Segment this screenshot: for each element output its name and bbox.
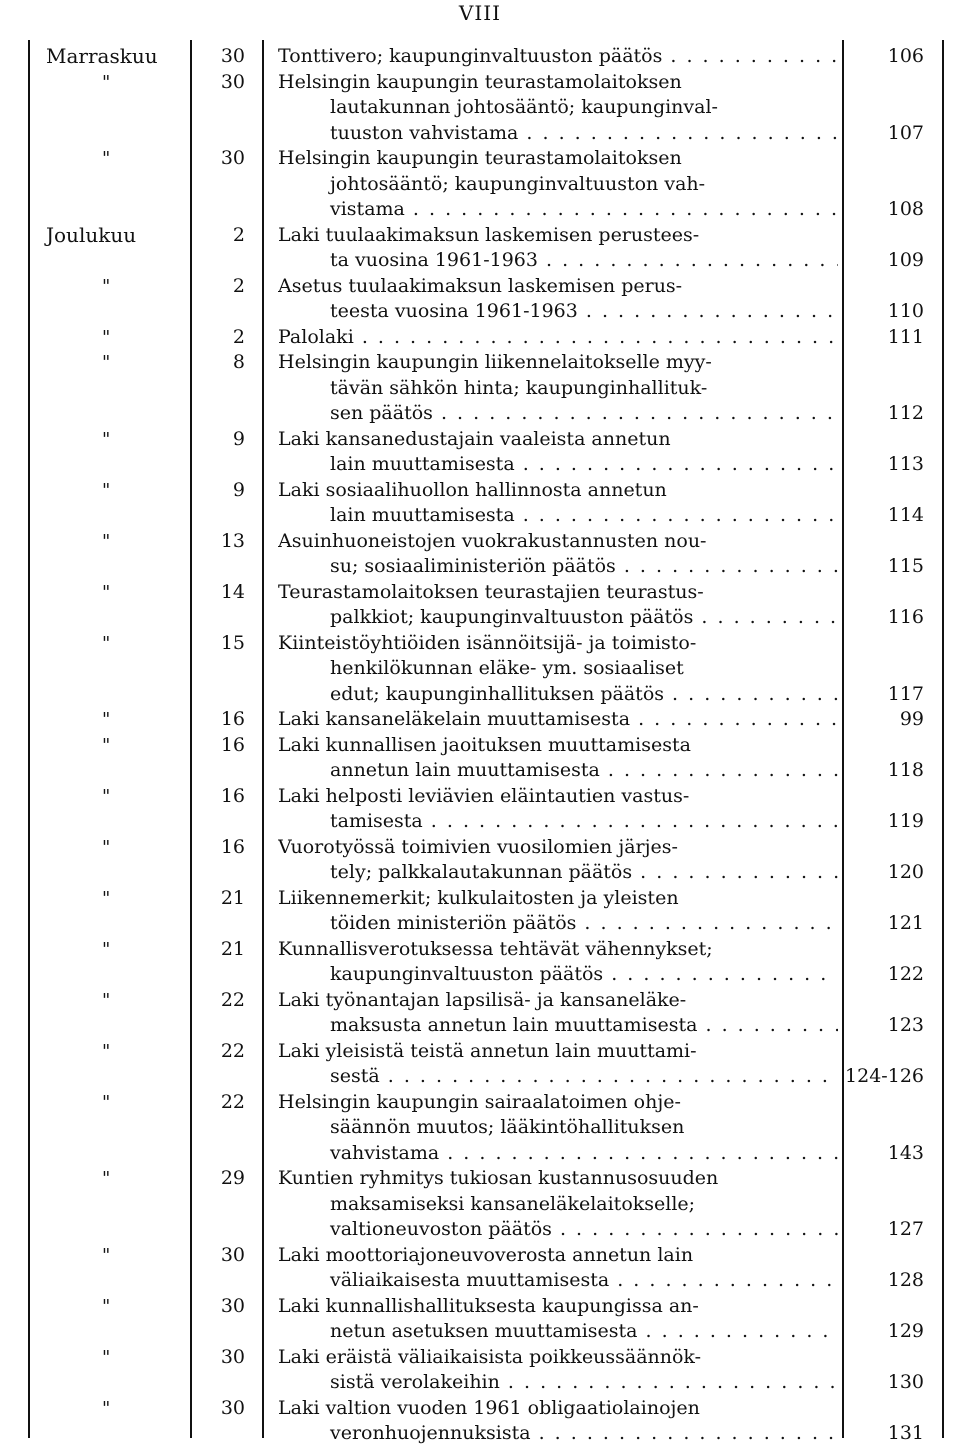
entry-title-line: Tonttivero; kaupunginvaltuuston päätös . . . — [278, 44, 838, 70]
entry-month: " — [102, 71, 111, 93]
entry-title-line: lain muuttamisesta . . . — [278, 452, 838, 478]
entry-title — [278, 70, 838, 147]
entry-title-line: Laki helposti leviävien eläintautien vastus- — [278, 784, 690, 807]
entry-title-line: veronhuojennuksista . . . — [278, 1421, 838, 1447]
entry-title-line: netun asetuksen muuttamisesta . . . — [278, 1319, 838, 1345]
entry-title-line: Laki tuulaakimaksun laskemisen perustees- — [278, 223, 700, 246]
entry-title-line: lain muuttamisesta . . . — [278, 503, 838, 529]
entry-day: 15 — [220, 631, 245, 654]
page-header: VIII — [458, 1, 502, 25]
entry-title-line: Laki kunnallishallituksesta kaupungissa an- — [278, 1294, 699, 1317]
entry-month: " — [102, 1244, 111, 1266]
entry-title — [278, 223, 838, 274]
entry-page-number: 143 — [887, 1141, 924, 1164]
entry-page-number: 131 — [887, 1422, 924, 1444]
entry-title-line: Liikennemerkit; kulkulaitosten ja yleisten — [278, 886, 679, 909]
entry-page-number: 122 — [887, 963, 924, 985]
entry-day: 16 — [220, 733, 245, 756]
entry-title — [278, 325, 838, 351]
column-rule-month — [190, 40, 192, 1438]
entry-month: " — [102, 734, 111, 756]
entry-title-line: johtosääntö; kaupunginvaltuuston vah- — [330, 172, 706, 195]
entry-day: 30 — [220, 1243, 245, 1266]
entry-day: 30 — [220, 45, 245, 67]
entry-page-number: 111 — [887, 325, 924, 348]
entry-title-line: Kiinteistöyhtiöiden isännöitsijä- ja toimisto- — [278, 631, 697, 654]
entry-day: 16 — [220, 784, 245, 807]
entry-title — [278, 427, 838, 478]
entry-title — [278, 1243, 838, 1294]
entry-title-line: annetun lain muuttamisesta . . . — [278, 758, 838, 784]
entry-title-line: Laki moottoriajoneuvoverosta annetun lain — [278, 1243, 694, 1266]
entry-day: 29 — [220, 1167, 245, 1189]
entry-page-number: 115 — [887, 555, 924, 577]
entry-title — [278, 1166, 838, 1243]
entry-day: 2 — [232, 274, 245, 297]
entry-title-line: sistä verolakeihin . . . — [278, 1370, 838, 1396]
entry-title — [278, 631, 838, 708]
entry-title-line: tuuston vahvistama . . . — [278, 121, 838, 147]
entry-month: " — [102, 352, 111, 373]
entry-day: 8 — [232, 351, 245, 373]
entry-day: 22 — [220, 1039, 245, 1062]
entry-title-line: tamisesta . . . — [278, 809, 838, 835]
entry-month: " — [102, 785, 111, 807]
entry-day: 21 — [220, 886, 245, 909]
entry-day: 30 — [220, 147, 245, 169]
entry-day: 14 — [220, 580, 245, 603]
entry-month: " — [102, 326, 111, 348]
entry-month: " — [102, 148, 111, 169]
entry-month: " — [102, 1040, 111, 1062]
entry-title-line: ta vuosina 1961-1963 . . . — [278, 248, 838, 274]
entry-title — [278, 580, 838, 631]
column-rule-right — [942, 40, 944, 1438]
entry-page-number: 109 — [887, 249, 924, 271]
entry-title-line: Kunnallisverotuksessa tehtävät vähennykset; — [278, 937, 713, 960]
entry-title — [278, 1090, 838, 1167]
entry-title-line: maksusta annetun lain muuttamisesta . . . — [278, 1013, 838, 1039]
entry-title-line: Laki valtion vuoden 1961 obligaatiolainojen — [278, 1396, 700, 1419]
entry-day: 22 — [220, 988, 245, 1011]
entry-title — [278, 146, 838, 223]
entry-page-number: 124-126 — [845, 1065, 924, 1087]
entry-day: 9 — [232, 427, 245, 450]
entry-title-line: väliaikaisesta muuttamisesta . . . — [278, 1268, 838, 1294]
entry-page-number: 128 — [887, 1269, 924, 1291]
entry-title-line: palkkiot; kaupunginvaltuuston päätös . . . — [278, 605, 838, 631]
entry-month: " — [102, 989, 111, 1011]
entry-title-line: henkilökunnan eläke- ym. sosiaaliset — [330, 657, 684, 679]
column-rule-left — [28, 40, 30, 1438]
entry-title-line: vistama . . . — [278, 197, 838, 223]
entry-month: " — [102, 1346, 111, 1368]
entry-title-line: valtioneuvoston päätös . . . — [278, 1217, 838, 1243]
entry-month: " — [102, 887, 111, 909]
entry-title-line: edut; kaupunginhallituksen päätös . . . — [278, 682, 838, 708]
entry-title-line: Palolaki . . . — [278, 325, 838, 351]
entry-title-line: Laki kansaneläkelain muuttamisesta . . . — [278, 707, 838, 733]
entry-month: " — [102, 428, 111, 450]
entry-page-number: 110 — [887, 300, 924, 322]
entry-page-number: 119 — [887, 810, 924, 832]
entry-title — [278, 784, 838, 835]
entry-title-line: Laki sosiaalihuollon hallinnosta annetun — [278, 478, 667, 501]
entry-title — [278, 1039, 838, 1090]
entry-title-line: Asuinhuoneistojen vuokrakustannusten nou- — [278, 529, 707, 552]
entry-page-number: 114 — [887, 504, 924, 526]
entry-title — [278, 988, 838, 1039]
entry-title-line: Asetus tuulaakimaksun laskemisen perus- — [278, 274, 683, 297]
entry-month: " — [102, 1295, 111, 1317]
entry-title — [278, 733, 838, 784]
entry-page-number: 113 — [887, 453, 924, 475]
entry-title-line: Laki kansanedustajain vaaleista annetun — [278, 427, 671, 450]
entry-title — [278, 835, 838, 886]
entry-page-number: 130 — [887, 1371, 924, 1393]
entry-day: 22 — [220, 1090, 245, 1113]
entry-title-line: Laki työnantajan lapsilisä- ja kansaneläke- — [278, 988, 687, 1011]
entry-title-line: tävän sähkön hinta; kaupunginhallituk- — [330, 376, 708, 399]
entry-day: 30 — [220, 70, 245, 93]
entry-day: 16 — [220, 835, 245, 858]
entry-title-line: tely; palkkalautakunnan päätös . . . — [278, 860, 838, 886]
entry-title-line: Teurastamolaitoksen teurastajien teurastus- — [278, 580, 704, 603]
entry-month: " — [102, 1168, 111, 1189]
entry-page-number: 99 — [899, 708, 924, 730]
entry-title — [278, 350, 838, 427]
entry-title — [278, 529, 838, 580]
entry-title-line: Helsingin kaupungin teurastamolaitoksen — [278, 147, 682, 169]
entry-day: 30 — [220, 1294, 245, 1317]
entry-month: " — [102, 581, 111, 603]
entry-day: 9 — [232, 478, 245, 501]
entry-month: " — [102, 1091, 111, 1113]
entry-month: " — [102, 938, 111, 960]
entry-month: " — [102, 479, 111, 501]
entry-page-number: 106 — [887, 45, 924, 67]
entry-day: 2 — [232, 325, 245, 348]
entry-page-number: 120 — [887, 861, 924, 883]
entry-title-line: teesta vuosina 1961-1963 . . . — [278, 299, 838, 325]
entry-page-number: 127 — [887, 1218, 924, 1240]
entry-title-line: Laki eräistä väliaikaisista poikkeussäännök- — [278, 1345, 702, 1368]
entry-month: " — [102, 275, 111, 297]
entry-title — [278, 274, 838, 325]
entry-title-line: Helsingin kaupungin teurastamolaitoksen — [278, 70, 682, 93]
entry-title-line: sestä . . . — [278, 1064, 838, 1090]
entry-title-line: maksamiseksi kansaneläkelaitokselle; — [330, 1192, 696, 1215]
entry-month: Joulukuu — [46, 222, 137, 247]
entry-day: 30 — [220, 1396, 245, 1419]
entry-title-line: Laki kunnallisen jaoituksen muuttamisesta — [278, 733, 691, 756]
entry-title — [278, 886, 838, 937]
entry-title-line: kaupunginvaltuuston päätös . . . — [278, 962, 838, 988]
entry-page-number: 108 — [887, 198, 924, 220]
entry-page-number: 117 — [887, 682, 924, 705]
entry-title — [278, 1396, 838, 1447]
entry-month: " — [102, 709, 111, 730]
entry-day: 21 — [220, 937, 245, 960]
entry-page-number: 129 — [887, 1320, 924, 1342]
entry-month: " — [102, 632, 111, 654]
entry-day: 2 — [232, 223, 245, 246]
entry-title-line: töiden ministeriön päätös . . . — [278, 911, 838, 937]
entry-title-line: su; sosiaaliministeriön päätös . . . — [278, 554, 838, 580]
entry-title-line: lautakunnan johtosääntö; kaupunginval- — [330, 96, 718, 118]
entry-day: 16 — [220, 708, 245, 730]
entry-page-number: 112 — [887, 402, 924, 424]
entry-title — [278, 707, 838, 733]
entry-day: 13 — [220, 529, 245, 552]
entry-month: Marraskuu — [46, 44, 158, 68]
entry-month: " — [102, 836, 111, 858]
entry-title-line: Kuntien ryhmitys tukiosan kustannusosuuden — [278, 1167, 719, 1189]
entry-title — [278, 1345, 838, 1396]
entry-title — [278, 44, 838, 70]
column-rule-day — [262, 40, 264, 1438]
entry-title — [278, 1294, 838, 1345]
entry-title-line: säännön muutos; lääkintöhallituksen — [330, 1116, 685, 1138]
entry-page-number: 123 — [887, 1014, 924, 1036]
entry-title-line: Helsingin kaupungin sairaalatoimen ohje- — [278, 1090, 681, 1113]
entry-month: " — [102, 1397, 111, 1419]
entry-page-number: 118 — [887, 759, 924, 781]
entry-title-line: vahvistama . . . — [278, 1141, 838, 1167]
entry-title — [278, 478, 838, 529]
entry-page-number: 116 — [887, 606, 924, 628]
entry-title-line: Helsingin kaupungin liikennelaitokselle myy- — [278, 351, 712, 373]
entry-page-number: 107 — [887, 121, 924, 144]
entry-title-line: sen päätös . . . — [278, 401, 838, 427]
entry-title-line: Vuorotyössä toimivien vuosilomien järjes- — [278, 835, 678, 858]
entry-title-line: Laki yleisistä teistä annetun lain muuttami- — [278, 1039, 697, 1062]
entry-day: 30 — [220, 1345, 245, 1368]
entry-title — [278, 937, 838, 988]
entry-page-number: 121 — [887, 912, 924, 934]
entry-month: " — [102, 530, 111, 552]
